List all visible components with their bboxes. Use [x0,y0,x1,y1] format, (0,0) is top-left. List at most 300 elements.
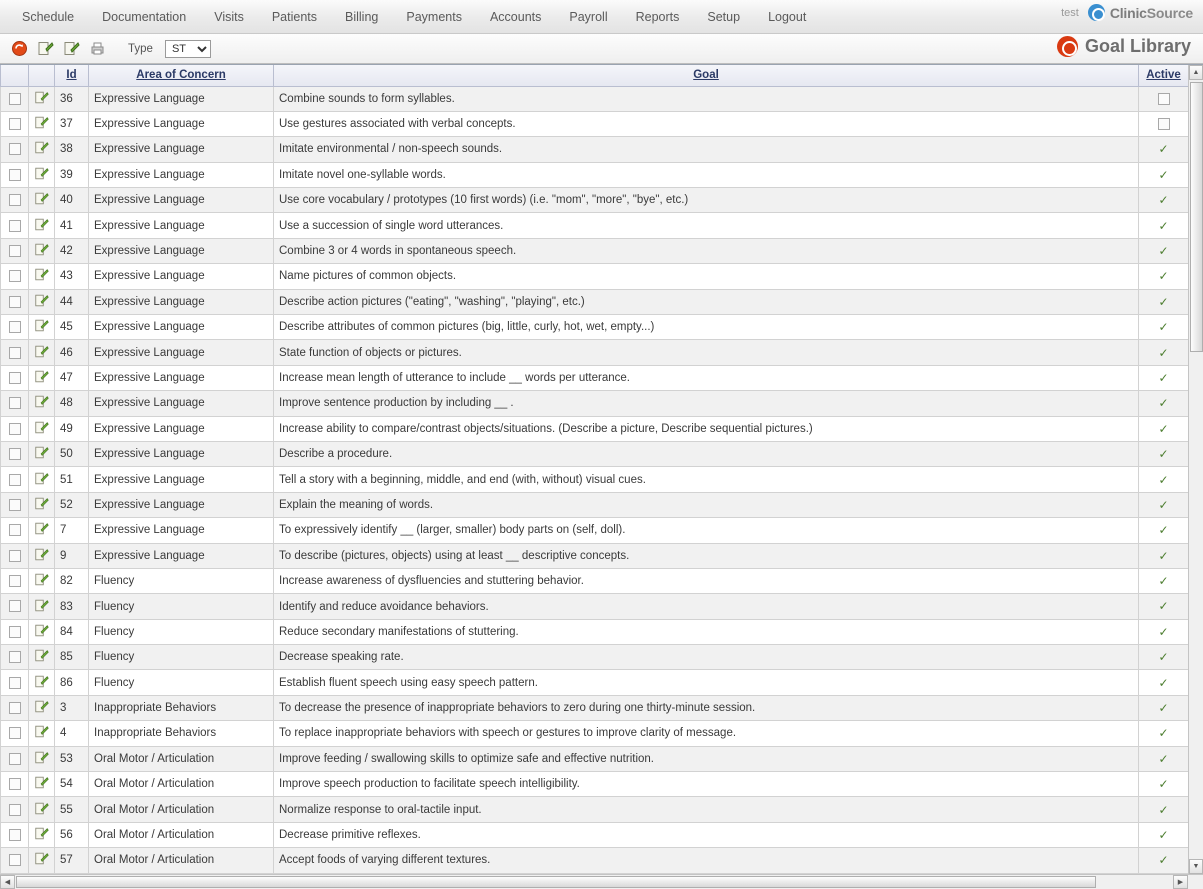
row-area-cell: Inappropriate Behaviors [89,695,274,720]
goal-library-grid-container [0,64,1203,874]
active-check-icon: ✓ [1158,269,1169,284]
row-select-checkbox[interactable] [9,854,21,866]
menu-item-setup[interactable]: Setup [707,9,741,24]
edit-row-icon[interactable] [34,801,49,819]
edit-record-icon[interactable] [62,39,81,58]
edit-row-icon[interactable] [34,471,49,489]
row-select-checkbox[interactable] [9,270,21,282]
column-header-active[interactable] [1139,65,1189,86]
row-select-checkbox[interactable] [9,575,21,587]
row-active-cell[interactable] [1139,670,1189,695]
column-header-goal-label[interactable]: Goal [693,69,719,82]
table-row[interactable] [1,594,1189,619]
row-select-cell[interactable] [1,188,29,213]
row-active-cell[interactable] [1139,441,1189,466]
row-goal-cell: Combine 3 or 4 words in spontaneous speech. [274,238,1139,263]
row-select-cell[interactable] [1,568,29,593]
row-select-checkbox[interactable] [9,347,21,359]
row-active-cell[interactable] [1139,721,1189,746]
row-id-cell: 36 [55,86,89,111]
row-edit-cell[interactable] [29,518,55,543]
row-id-cell: 40 [55,188,89,213]
active-check-icon: ✓ [1158,497,1169,512]
brand-name-source: Source [1146,4,1193,21]
row-area-cell: Oral Motor / Articulation [89,797,274,822]
edit-row-icon[interactable] [34,318,49,336]
goal-library-table [0,65,1189,874]
row-select-checkbox[interactable] [9,753,21,765]
table-row[interactable] [1,111,1189,136]
row-active-cell[interactable] [1139,543,1189,568]
row-select-checkbox[interactable] [9,448,21,460]
row-area-cell: Fluency [89,594,274,619]
row-select-checkbox[interactable] [9,397,21,409]
row-edit-cell[interactable] [29,238,55,263]
row-select-checkbox[interactable] [9,651,21,663]
active-check-icon: ✓ [1158,726,1169,741]
table-row[interactable] [1,340,1189,365]
row-edit-cell[interactable] [29,492,55,517]
row-active-cell[interactable] [1139,188,1189,213]
row-select-checkbox[interactable] [9,600,21,612]
table-row[interactable] [1,543,1189,568]
row-select-cell[interactable] [1,315,29,340]
row-select-cell[interactable] [1,289,29,314]
row-active-cell[interactable] [1139,492,1189,517]
row-active-cell[interactable] [1139,416,1189,441]
row-goal-cell: Use a succession of single word utterances. [274,213,1139,238]
row-select-cell[interactable] [1,340,29,365]
row-edit-cell[interactable] [29,315,55,340]
menu-item-patients[interactable]: Patients [271,9,318,24]
menu-item-billing[interactable]: Billing [345,9,379,24]
row-goal-cell: Improve sentence production by including __ . [274,391,1139,416]
menu-item-payments[interactable]: Payments [406,9,462,24]
edit-row-icon[interactable] [34,420,49,438]
row-active-cell[interactable] [1139,162,1189,187]
row-select-cell[interactable] [1,391,29,416]
edit-row-icon[interactable] [34,572,49,590]
row-select-checkbox[interactable] [9,93,21,105]
row-select-cell[interactable] [1,645,29,670]
active-check-icon: ✓ [1158,751,1169,766]
table-row[interactable] [1,746,1189,771]
row-active-cell[interactable] [1139,289,1189,314]
row-select-cell[interactable] [1,822,29,847]
row-id-cell: 47 [55,365,89,390]
toolbar [0,34,1203,64]
table-row[interactable] [1,822,1189,847]
table-row[interactable] [1,797,1189,822]
active-check-icon: ✓ [1158,244,1169,259]
row-goal-cell: Tell a story with a beginning, middle, and end (with, without) visual cues. [274,467,1139,492]
row-id-cell: 51 [55,467,89,492]
row-select-checkbox[interactable] [9,702,21,714]
row-active-cell[interactable] [1139,594,1189,619]
row-area-cell: Expressive Language [89,213,274,238]
edit-row-icon[interactable] [34,140,49,158]
menu-item-logout[interactable]: Logout [768,9,807,24]
row-goal-cell: Increase awareness of dysfluencies and stuttering behavior. [274,568,1139,593]
row-edit-cell[interactable] [29,213,55,238]
row-goal-cell: To decrease the presence of inappropriate behaviors to zero during one thirty-minute session. [274,695,1139,720]
active-check-icon: ✓ [1158,599,1169,614]
active-checkbox[interactable] [1158,118,1170,130]
row-edit-cell[interactable] [29,797,55,822]
table-row[interactable] [1,315,1189,340]
row-select-checkbox[interactable] [9,245,21,257]
row-area-cell: Expressive Language [89,289,274,314]
edit-row-icon[interactable] [34,674,49,692]
row-id-cell: 57 [55,848,89,873]
row-edit-cell[interactable] [29,822,55,847]
menu-item-schedule[interactable]: Schedule [22,9,75,24]
menu-item-visits[interactable]: Visits [214,9,244,24]
row-select-cell[interactable] [1,137,29,162]
row-goal-cell: Imitate novel one-syllable words. [274,162,1139,187]
row-select-cell[interactable] [1,213,29,238]
row-goal-cell: Imitate environmental / non-speech sounds. [274,137,1139,162]
active-check-icon: ✓ [1158,167,1169,182]
row-goal-cell: Reduce secondary manifestations of stuttering. [274,619,1139,644]
new-record-icon[interactable] [36,39,55,58]
row-active-cell[interactable] [1139,568,1189,593]
row-edit-cell[interactable] [29,721,55,746]
row-select-cell[interactable] [1,441,29,466]
table-row[interactable] [1,568,1189,593]
row-id-cell: 53 [55,746,89,771]
row-goal-cell: Combine sounds to form syllables. [274,86,1139,111]
row-edit-cell[interactable] [29,670,55,695]
row-goal-cell: Increase mean length of utterance to include __ words per utterance. [274,365,1139,390]
row-select-cell[interactable] [1,848,29,873]
table-row[interactable] [1,289,1189,314]
edit-row-icon[interactable] [34,191,49,209]
row-goal-cell: Decrease speaking rate. [274,645,1139,670]
row-area-cell: Fluency [89,645,274,670]
edit-row-icon[interactable] [34,217,49,235]
active-check-icon: ✓ [1158,370,1169,385]
row-id-cell: 41 [55,213,89,238]
row-edit-cell[interactable] [29,86,55,111]
row-select-cell[interactable] [1,721,29,746]
edit-row-icon[interactable] [34,826,49,844]
row-active-cell[interactable] [1139,695,1189,720]
row-edit-cell[interactable] [29,594,55,619]
vertical-scroll-thumb[interactable] [1190,82,1203,352]
row-goal-cell: Improve feeding / swallowing skills to optimize safe and effective nutrition. [274,746,1139,771]
row-select-checkbox[interactable] [9,626,21,638]
row-goal-cell: Increase ability to compare/contrast objects/situations. (Describe a picture, Describe sequential pictures.) [274,416,1139,441]
edit-row-icon[interactable] [34,699,49,717]
row-select-cell[interactable] [1,467,29,492]
row-edit-cell[interactable] [29,111,55,136]
edit-row-icon[interactable] [34,547,49,565]
table-row[interactable] [1,772,1189,797]
table-row[interactable] [1,848,1189,873]
active-check-icon: ✓ [1158,548,1169,563]
row-edit-cell[interactable] [29,340,55,365]
row-select-cell[interactable] [1,518,29,543]
table-row[interactable] [1,645,1189,670]
table-row[interactable] [1,213,1189,238]
active-check-icon: ✓ [1158,675,1169,690]
row-active-cell[interactable] [1139,619,1189,644]
row-edit-cell[interactable] [29,162,55,187]
table-row[interactable] [1,721,1189,746]
edit-row-icon[interactable] [34,496,49,514]
row-select-cell[interactable] [1,492,29,517]
edit-row-icon[interactable] [34,166,49,184]
row-active-cell[interactable] [1139,213,1189,238]
table-row[interactable] [1,188,1189,213]
edit-row-icon[interactable] [34,648,49,666]
row-edit-cell[interactable] [29,391,55,416]
row-edit-cell[interactable] [29,645,55,670]
row-edit-cell[interactable] [29,695,55,720]
row-select-checkbox[interactable] [9,550,21,562]
active-check-icon: ✓ [1158,802,1169,817]
row-edit-cell[interactable] [29,264,55,289]
brand-name-clinic: Clinic [1109,4,1147,21]
row-goal-cell: Explain the meaning of words. [274,492,1139,517]
row-select-cell[interactable] [1,772,29,797]
table-row[interactable] [1,391,1189,416]
type-filter-select[interactable] [165,40,211,58]
row-active-cell[interactable] [1139,315,1189,340]
row-select-checkbox[interactable] [9,677,21,689]
row-active-cell[interactable] [1139,238,1189,263]
column-header-area-of-concern[interactable] [89,65,274,86]
row-area-cell: Expressive Language [89,467,274,492]
row-active-cell[interactable] [1139,137,1189,162]
clinicsource-logo-icon [1088,4,1105,21]
row-select-cell[interactable] [1,695,29,720]
active-check-icon: ✓ [1158,853,1169,868]
row-select-checkbox[interactable] [9,321,21,333]
menu-item-accounts[interactable]: Accounts [489,9,542,24]
row-goal-cell: Normalize response to oral-tactile input. [274,797,1139,822]
row-area-cell: Expressive Language [89,391,274,416]
edit-row-icon[interactable] [34,344,49,362]
row-select-checkbox[interactable] [9,474,21,486]
active-checkbox[interactable] [1158,93,1170,105]
table-row[interactable] [1,619,1189,644]
table-row[interactable] [1,492,1189,517]
row-goal-cell: Describe attributes of common pictures (big, little, curly, hot, wet, empty...) [274,315,1139,340]
scroll-right-button[interactable]: ▶ [1173,875,1188,889]
active-check-icon: ✓ [1158,574,1169,589]
scroll-left-button[interactable]: ◀ [0,875,15,889]
table-row[interactable] [1,670,1189,695]
row-select-checkbox[interactable] [9,296,21,308]
active-check-icon: ✓ [1158,447,1169,462]
row-select-checkbox[interactable] [9,778,21,790]
row-active-cell[interactable] [1139,822,1189,847]
active-check-icon: ✓ [1158,523,1169,538]
row-id-cell: 50 [55,441,89,466]
edit-row-icon[interactable] [34,775,49,793]
row-goal-cell: Decrease primitive reflexes. [274,822,1139,847]
active-check-icon: ✓ [1158,193,1169,208]
row-edit-cell[interactable] [29,568,55,593]
active-check-icon: ✓ [1158,218,1169,233]
table-row[interactable] [1,86,1189,111]
row-active-cell[interactable] [1139,797,1189,822]
row-active-cell[interactable] [1139,391,1189,416]
row-edit-cell[interactable] [29,289,55,314]
row-select-cell[interactable] [1,797,29,822]
row-area-cell: Expressive Language [89,340,274,365]
column-header-area-label[interactable]: Area of Concern [136,69,226,82]
row-select-cell[interactable] [1,86,29,111]
row-select-cell[interactable] [1,746,29,771]
row-active-cell[interactable] [1139,746,1189,771]
edit-row-icon[interactable] [34,724,49,742]
row-id-cell: 45 [55,315,89,340]
column-header-id-label[interactable]: Id [66,69,77,82]
row-select-checkbox[interactable] [9,423,21,435]
row-active-cell[interactable] [1139,340,1189,365]
row-id-cell: 44 [55,289,89,314]
row-area-cell: Oral Motor / Articulation [89,772,274,797]
row-select-cell[interactable] [1,619,29,644]
edit-row-icon[interactable] [34,750,49,768]
row-select-cell[interactable] [1,162,29,187]
menu-item-payroll[interactable]: Payroll [569,9,608,24]
edit-row-icon[interactable] [34,267,49,285]
column-header-goal[interactable] [274,65,1139,86]
row-active-cell[interactable] [1139,365,1189,390]
row-edit-cell[interactable] [29,746,55,771]
row-area-cell: Expressive Language [89,137,274,162]
row-id-cell: 3 [55,695,89,720]
row-goal-cell: Accept foods of varying different textures. [274,848,1139,873]
row-goal-cell: To replace inappropriate behaviors with speech or gestures to improve clarity of message. [274,721,1139,746]
edit-row-icon[interactable] [34,293,49,311]
row-active-cell[interactable] [1139,467,1189,492]
edit-row-icon[interactable] [34,90,49,108]
row-select-checkbox[interactable] [9,118,21,130]
row-edit-cell[interactable] [29,619,55,644]
table-row[interactable] [1,162,1189,187]
row-active-cell[interactable] [1139,518,1189,543]
row-active-cell[interactable] [1139,848,1189,873]
row-select-checkbox[interactable] [9,499,21,511]
row-id-cell: 49 [55,416,89,441]
row-select-checkbox[interactable] [9,194,21,206]
row-select-cell[interactable] [1,670,29,695]
row-edit-cell[interactable] [29,416,55,441]
row-select-cell[interactable] [1,111,29,136]
table-row[interactable] [1,264,1189,289]
row-select-checkbox[interactable] [9,524,21,536]
column-header-edit [29,65,55,86]
row-select-cell[interactable] [1,416,29,441]
table-row[interactable] [1,137,1189,162]
edit-row-icon[interactable] [34,598,49,616]
row-area-cell: Expressive Language [89,543,274,568]
row-select-checkbox[interactable] [9,804,21,816]
edit-row-icon[interactable] [34,623,49,641]
row-select-checkbox[interactable] [9,169,21,181]
row-select-checkbox[interactable] [9,143,21,155]
row-edit-cell[interactable] [29,365,55,390]
row-area-cell: Expressive Language [89,365,274,390]
row-edit-cell[interactable] [29,467,55,492]
row-edit-cell[interactable] [29,543,55,568]
active-check-icon: ✓ [1158,320,1169,335]
row-select-checkbox[interactable] [9,829,21,841]
row-select-cell[interactable] [1,543,29,568]
row-edit-cell[interactable] [29,441,55,466]
menu-item-documentation[interactable]: Documentation [102,9,187,24]
edit-row-icon[interactable] [34,115,49,133]
table-row[interactable] [1,238,1189,263]
row-active-cell[interactable] [1139,86,1189,111]
edit-row-icon[interactable] [34,242,49,260]
row-area-cell: Expressive Language [89,238,274,263]
menu-item-reports[interactable]: Reports [635,9,680,24]
row-active-cell[interactable] [1139,264,1189,289]
row-edit-cell[interactable] [29,188,55,213]
row-goal-cell: Name pictures of common objects. [274,264,1139,289]
column-header-active-label[interactable]: Active [1146,69,1181,82]
edit-row-icon[interactable] [34,851,49,869]
table-row[interactable] [1,695,1189,720]
row-select-checkbox[interactable] [9,372,21,384]
row-select-cell[interactable] [1,264,29,289]
row-edit-cell[interactable] [29,772,55,797]
scroll-down-button[interactable]: ▼ [1189,859,1203,874]
refresh-icon[interactable] [10,39,29,58]
row-select-cell[interactable] [1,365,29,390]
row-edit-cell[interactable] [29,137,55,162]
brand-area [1061,4,1193,21]
row-area-cell: Expressive Language [89,315,274,340]
row-active-cell[interactable] [1139,772,1189,797]
horizontal-scrollbar[interactable] [0,874,1203,889]
row-select-cell[interactable] [1,238,29,263]
table-row[interactable] [1,467,1189,492]
table-row[interactable] [1,518,1189,543]
vertical-scrollbar[interactable] [1188,65,1203,874]
row-edit-cell[interactable] [29,848,55,873]
row-goal-cell: To expressively identify __ (larger, smaller) body parts on (self, doll). [274,518,1139,543]
scroll-up-button[interactable]: ▲ [1189,65,1203,80]
row-active-cell[interactable] [1139,111,1189,136]
edit-row-icon[interactable] [34,445,49,463]
row-id-cell: 54 [55,772,89,797]
table-row[interactable] [1,365,1189,390]
row-id-cell: 82 [55,568,89,593]
row-id-cell: 4 [55,721,89,746]
row-select-checkbox[interactable] [9,220,21,232]
edit-row-icon[interactable] [34,394,49,412]
row-goal-cell: State function of objects or pictures. [274,340,1139,365]
row-select-cell[interactable] [1,594,29,619]
print-icon[interactable] [88,39,107,58]
row-select-checkbox[interactable] [9,727,21,739]
row-goal-cell: Use gestures associated with verbal concepts. [274,111,1139,136]
table-row[interactable] [1,416,1189,441]
horizontal-scroll-thumb[interactable] [16,876,1096,888]
edit-row-icon[interactable] [34,369,49,387]
edit-row-icon[interactable] [34,521,49,539]
table-row[interactable] [1,441,1189,466]
column-header-id[interactable] [55,65,89,86]
row-active-cell[interactable] [1139,645,1189,670]
